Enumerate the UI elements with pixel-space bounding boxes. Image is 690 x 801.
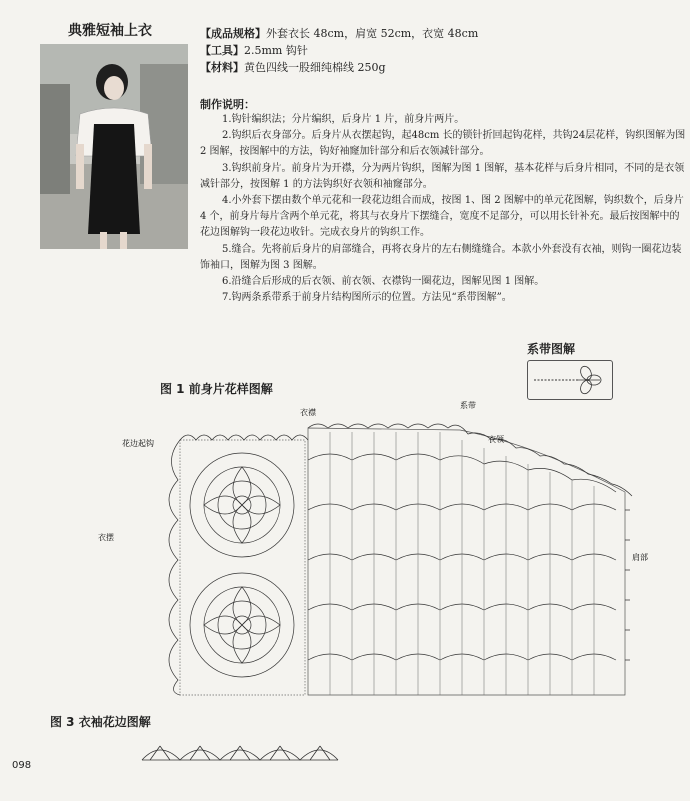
page-number: 098: [12, 760, 32, 771]
label-shoulder: 肩部: [632, 553, 648, 562]
step-2: 2.钩织后衣身部分。后身片从衣摆起钩，起48cm 长的锁针折回起钩花样，共钩24层花样，钩织图解为图 2 图解，按图解中的方法，钩好袖窿加针部分和后衣领减针部分。: [200, 130, 686, 158]
method-heading: 制作说明：: [200, 98, 255, 111]
step-4: 4.小外套下摆由数个单元花和一段花边组合而成，按图 1、图 2 图解中的单元花图解，钩织数个，后身片 4 个，前身片每片含两个单元花，将其与衣身片下摆缝合，宽度不足部分，可以用长针补充。最后按图解中的花边图解钩一段花边收针。完成衣身片的钩织工作。: [200, 195, 684, 239]
spec-size-label: 【成品规格】: [200, 27, 266, 40]
sleeve-edging-chart: [140, 738, 340, 764]
step-5: 5.缝合。先将前后身片的肩部缝合，再将衣身片的左右侧缝缝合。本款小外套没有衣袖，则钩一圈花边装饰袖口，图解为图 3 图解。: [200, 243, 682, 271]
step-1: 1.钩针编织法；分片编织，后身片 1 片，前身片两片。: [222, 114, 465, 125]
spec-material: [200, 61, 386, 75]
step-6: 6.沿缝合后形成的后衣领、前衣领、衣襟钩一圈花边，图解见图 1 图解。: [222, 276, 545, 288]
tie-diagram-label: 系带图解: [527, 342, 576, 356]
figure-1-title: 图 1 前身片花样图解: [160, 382, 273, 396]
spec-material-value: 黄色四线一股细纯棉线 250g: [244, 61, 386, 74]
step-7: 7.钩两条系带系于前身片结构图所示的位置。方法见“系带图解”。: [222, 292, 512, 304]
instruction-steps: [200, 112, 686, 306]
label-tie: 系带: [460, 401, 476, 410]
tie-diagram: [527, 360, 613, 400]
spec-tool: [200, 44, 308, 58]
label-placket: 衣襟: [300, 408, 316, 417]
spec-tool-value: 2.5mm 钩针: [244, 44, 308, 57]
spec-material-label: 【材料】: [200, 61, 244, 74]
spec-size-value: 外套衣长 48cm，肩宽 52cm，衣宽 48cm: [266, 27, 479, 40]
page-title: 典雅短袖上衣: [68, 23, 152, 39]
label-collar: 衣领: [488, 435, 504, 444]
crochet-chart-front-panel: [98, 400, 650, 715]
spec-size: [200, 27, 478, 41]
figure-3-title: 图 3 衣袖花边图解: [50, 715, 151, 729]
step-3: 3.钩织前身片。前身片为开襟，分为两片钩织，图解为图 1 图解，基本花样与后身片相同，不同的是衣领减针部分，按图解 1 的方法钩织好衣领和袖窿部分。: [200, 162, 685, 190]
spec-tool-label: 【工具】: [200, 44, 244, 57]
model-photo: [40, 44, 188, 249]
label-hem: 衣摆: [98, 533, 114, 542]
label-lace-start: 花边起钩: [122, 439, 154, 448]
